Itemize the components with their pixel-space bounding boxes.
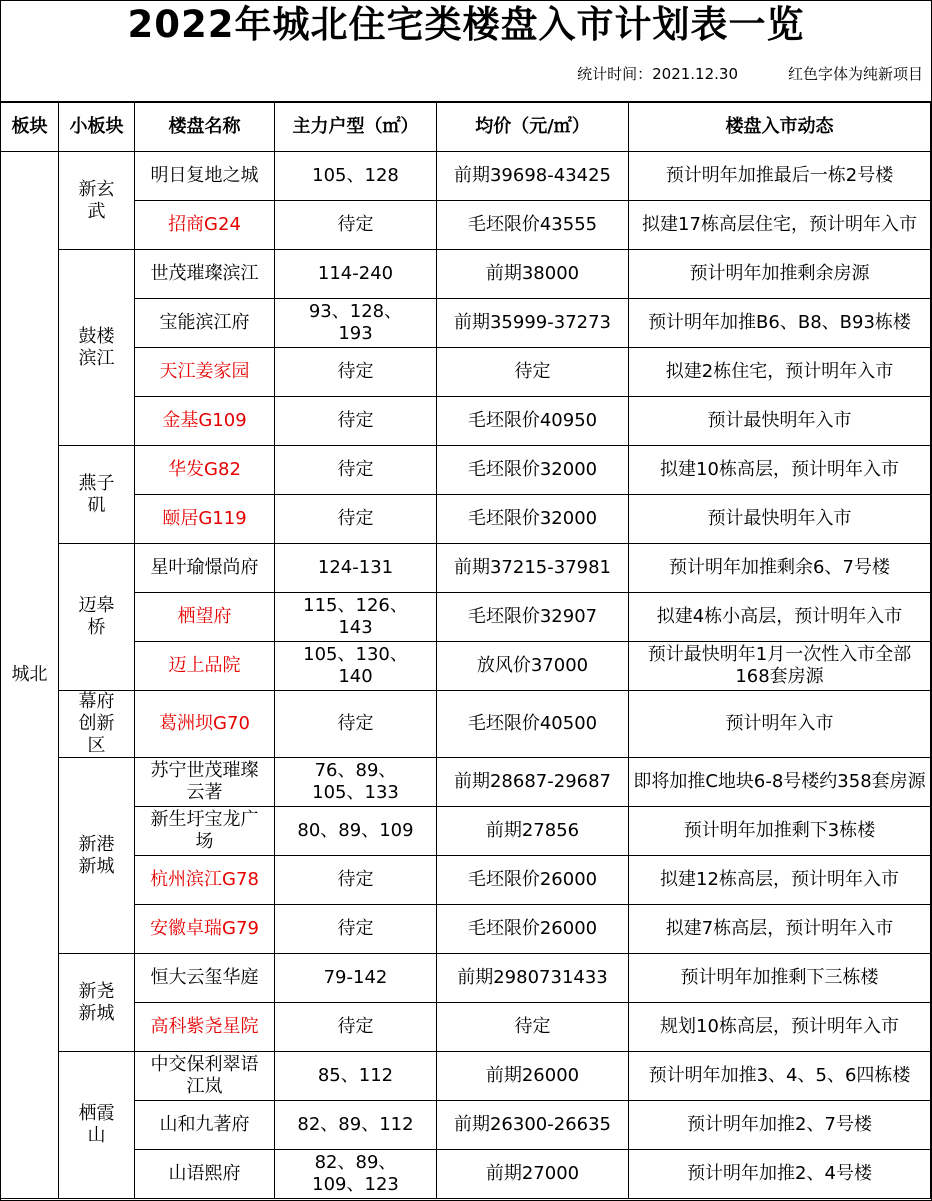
unit-type-cell: 114-240 <box>275 250 437 299</box>
header-subregion: 小板块 <box>59 103 135 152</box>
header-region: 板块 <box>1 103 59 152</box>
status-cell: 拟建7栋高层，预计明年入市 <box>629 905 931 954</box>
avg-price-cell: 前期35999-37273 <box>437 299 629 348</box>
status-cell: 预计最快明年入市 <box>629 397 931 446</box>
status-cell: 预计明年加推2、4号楼 <box>629 1150 931 1199</box>
plan-table <box>0 102 931 1199</box>
avg-price-cell: 毛坯限价43555 <box>437 201 629 250</box>
project-name-cell: 明日复地之城 <box>135 152 275 201</box>
status-cell: 预计明年加推最后一栋2号楼 <box>629 152 931 201</box>
avg-price-cell: 毛坯限价40950 <box>437 397 629 446</box>
project-name-cell: 宝能滨江府 <box>135 299 275 348</box>
table-row <box>1 201 931 250</box>
table-row <box>1 807 931 856</box>
avg-price-cell: 毛坯限价32000 <box>437 495 629 544</box>
avg-price-cell: 待定 <box>437 348 629 397</box>
unit-type-cell: 82、89、112 <box>275 1101 437 1150</box>
table-row <box>1 1101 931 1150</box>
header-project-name: 楼盘名称 <box>135 103 275 152</box>
subregion-cell: 燕子矶 <box>59 446 135 544</box>
avg-price-cell: 毛坯限价26000 <box>437 856 629 905</box>
header-status: 楼盘入市动态 <box>629 103 931 152</box>
header-unit-type: 主力户型（㎡） <box>275 103 437 152</box>
project-name-cell: 苏宁世茂璀璨云著 <box>135 758 275 807</box>
header-avg-price: 均价（元/㎡） <box>437 103 629 152</box>
unit-type-cell: 待定 <box>275 201 437 250</box>
project-name-cell: 恒大云玺华庭 <box>135 954 275 1003</box>
table-row <box>1 152 931 201</box>
project-name-cell: 华发G82 <box>135 446 275 495</box>
project-name-cell: 栖望府 <box>135 593 275 642</box>
status-cell: 预计明年入市 <box>629 691 931 758</box>
status-cell: 即将加推C地块6-8号楼约358套房源 <box>629 758 931 807</box>
status-cell: 预计明年加推B6、B8、B93栋楼 <box>629 299 931 348</box>
status-cell: 拟建4栋小高层，预计明年入市 <box>629 593 931 642</box>
avg-price-cell: 前期2980731433 <box>437 954 629 1003</box>
project-name-cell: 中交保利翠语江岚 <box>135 1052 275 1101</box>
table-row <box>1 495 931 544</box>
table-row <box>1 397 931 446</box>
color-note: 红色字体为纯新项目 <box>787 65 923 83</box>
unit-type-cell: 待定 <box>275 446 437 495</box>
table-row <box>1 299 931 348</box>
unit-type-cell: 待定 <box>275 348 437 397</box>
unit-type-cell: 80、89、109 <box>275 807 437 856</box>
table-body <box>1 152 931 1199</box>
project-name-cell: 金基G109 <box>135 397 275 446</box>
status-cell: 预计明年加推2、7号楼 <box>629 1101 931 1150</box>
status-cell: 预计最快明年1月一次性入市全部168套房源 <box>629 642 931 691</box>
unit-type-cell: 79-142 <box>275 954 437 1003</box>
stat-time: 统计时间：2021.12.30 <box>577 65 738 83</box>
unit-type-cell: 105、128 <box>275 152 437 201</box>
table-row <box>1 1003 931 1052</box>
avg-price-cell: 放风价37000 <box>437 642 629 691</box>
table-row <box>1 905 931 954</box>
avg-price-cell: 毛坯限价26000 <box>437 905 629 954</box>
avg-price-cell: 前期37215-37981 <box>437 544 629 593</box>
status-cell: 预计明年加推剩余房源 <box>629 250 931 299</box>
project-name-cell: 新生圩宝龙广场 <box>135 807 275 856</box>
unit-type-cell: 82、89、109、123 <box>275 1150 437 1199</box>
status-cell: 预计明年加推3、4、5、6四栋楼 <box>629 1052 931 1101</box>
project-name-cell: 天江姜家园 <box>135 348 275 397</box>
table-row <box>1 593 931 642</box>
header-row <box>1 103 931 152</box>
avg-price-cell: 前期39698-43425 <box>437 152 629 201</box>
table-row <box>1 446 931 495</box>
avg-price-cell: 毛坯限价32000 <box>437 446 629 495</box>
unit-type-cell: 待定 <box>275 905 437 954</box>
status-cell: 拟建12栋高层，预计明年入市 <box>629 856 931 905</box>
table-row <box>1 856 931 905</box>
region-cell: 城北 <box>1 152 59 1199</box>
avg-price-cell: 前期38000 <box>437 250 629 299</box>
subregion-cell: 迈皋桥 <box>59 544 135 691</box>
unit-type-cell: 93、128、193 <box>275 299 437 348</box>
project-name-cell: 世茂璀璨滨江 <box>135 250 275 299</box>
table-row <box>1 250 931 299</box>
unit-type-cell: 待定 <box>275 397 437 446</box>
table-row <box>1 954 931 1003</box>
project-name-cell: 颐居G119 <box>135 495 275 544</box>
unit-type-cell: 76、89、105、133 <box>275 758 437 807</box>
unit-type-cell: 105、130、140 <box>275 642 437 691</box>
table-row <box>1 691 931 758</box>
avg-price-cell: 毛坯限价32907 <box>437 593 629 642</box>
status-cell: 拟建2栋住宅，预计明年入市 <box>629 348 931 397</box>
unit-type-cell: 待定 <box>275 1003 437 1052</box>
subregion-cell: 新港新城 <box>59 758 135 954</box>
unit-type-cell: 待定 <box>275 495 437 544</box>
unit-type-cell: 124-131 <box>275 544 437 593</box>
avg-price-cell: 待定 <box>437 1003 629 1052</box>
avg-price-cell: 前期28687-29687 <box>437 758 629 807</box>
table-row <box>1 348 931 397</box>
table-row <box>1 758 931 807</box>
status-cell: 预计明年加推剩余6、7号楼 <box>629 544 931 593</box>
unit-type-cell: 115、126、143 <box>275 593 437 642</box>
subregion-cell: 新尧新城 <box>59 954 135 1052</box>
avg-price-cell: 前期27856 <box>437 807 629 856</box>
project-name-cell: 葛洲坝G70 <box>135 691 275 758</box>
project-name-cell: 安徽卓瑞G79 <box>135 905 275 954</box>
subregion-cell: 新玄武 <box>59 152 135 250</box>
unit-type-cell: 待定 <box>275 856 437 905</box>
unit-type-cell: 待定 <box>275 691 437 758</box>
subregion-cell: 鼓楼滨江 <box>59 250 135 446</box>
project-name-cell: 招商G24 <box>135 201 275 250</box>
table-row <box>1 1052 931 1101</box>
unit-type-cell: 85、112 <box>275 1052 437 1101</box>
project-name-cell: 星叶瑜憬尚府 <box>135 544 275 593</box>
status-cell: 拟建17栋高层住宅，预计明年入市 <box>629 201 931 250</box>
table-row <box>1 544 931 593</box>
status-cell: 预计明年加推剩下三栋楼 <box>629 954 931 1003</box>
subregion-cell: 栖霞山 <box>59 1052 135 1199</box>
status-cell: 预计明年加推剩下3栋楼 <box>629 807 931 856</box>
avg-price-cell: 前期26000 <box>437 1052 629 1101</box>
project-name-cell: 山和九著府 <box>135 1101 275 1150</box>
status-cell: 预计最快明年入市 <box>629 495 931 544</box>
table-row <box>1 642 931 691</box>
subregion-cell: 幕府创新区 <box>59 691 135 758</box>
project-name-cell: 迈上品院 <box>135 642 275 691</box>
project-name-cell: 山语熙府 <box>135 1150 275 1199</box>
sheet-meta <box>1 49 931 102</box>
project-name-cell: 高科紫尧星院 <box>135 1003 275 1052</box>
avg-price-cell: 前期26300-26635 <box>437 1101 629 1150</box>
avg-price-cell: 前期27000 <box>437 1150 629 1199</box>
table-row <box>1 1150 931 1199</box>
sheet-title: 2022年城北住宅类楼盘入市计划表一览 <box>127 3 805 46</box>
status-cell: 规划10栋高层，预计明年入市 <box>629 1003 931 1052</box>
status-cell: 拟建10栋高层，预计明年入市 <box>629 446 931 495</box>
avg-price-cell: 毛坯限价40500 <box>437 691 629 758</box>
project-name-cell: 杭州滨江G78 <box>135 856 275 905</box>
